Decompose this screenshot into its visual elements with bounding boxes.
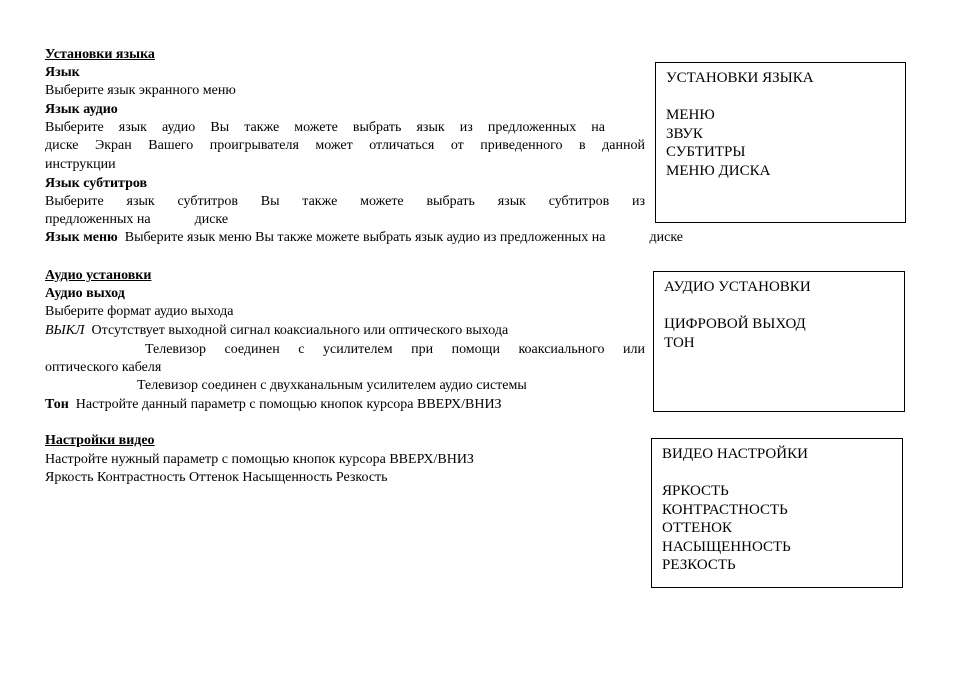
video-items: Яркость Контрастность Оттенок Насыщенность Резкость xyxy=(45,470,388,485)
menu-language-line xyxy=(45,229,683,247)
language-box-item-menu: МЕНЮ xyxy=(666,107,715,123)
video-box-item-brightness: ЯРКОСТЬ xyxy=(662,483,729,499)
language-box-item-disc-menu: МЕНЮ ДИСКА xyxy=(666,162,771,179)
audio-language-line-2: диске Экран Вашего проигрывателя может отличаться от приведенного в данной xyxy=(45,138,645,153)
language-box-item-subtitles: СУБТИТРЫ xyxy=(666,144,746,160)
audio-box-item-tone: ТОН xyxy=(664,334,695,351)
audio-amp-line-2: оптического кабеля xyxy=(45,360,162,375)
language-title: Язык xyxy=(45,65,80,80)
video-box-item-hue: ОТТЕНОК xyxy=(662,520,732,536)
tone-line xyxy=(45,396,502,414)
audio-output-title: Аудио выход xyxy=(45,286,125,301)
audio-language-line-3: инструкции xyxy=(45,157,116,172)
audio-off-desc: Отсутствует выходной сигнал коаксиального или оптического выхода xyxy=(91,323,509,338)
video-box-item-saturation: НАСЫЩЕННОСТЬ xyxy=(662,538,791,555)
audio-section-heading: Аудио установки xyxy=(45,268,152,283)
audio-stereo-desc: Телевизор соединен с двухканальным усилителем аудио системы xyxy=(137,378,527,393)
audio-box-title: АУДИО УСТАНОВКИ xyxy=(664,279,811,295)
tone-title: Тон xyxy=(45,397,69,412)
audio-language-line-1: Выберите язык аудио Вы также можете выбрать язык из предложенных на xyxy=(45,120,605,135)
language-box-title: УСТАНОВКИ ЯЗЫКА xyxy=(666,70,814,86)
language-box-item-sound: ЗВУК xyxy=(666,125,703,142)
video-desc: Настройте нужный параметр с помощью кнопок курсора ВВЕРХ/ВНИЗ xyxy=(45,452,474,467)
video-settings-menu-box xyxy=(651,438,903,588)
menu-language-desc-disc: диске xyxy=(649,230,683,245)
audio-settings-menu-box xyxy=(653,271,905,412)
audio-off-line xyxy=(45,322,508,340)
menu-language-title: Язык меню xyxy=(45,230,118,245)
video-box-item-sharpness: РЕЗКОСТЬ xyxy=(662,557,736,573)
subtitle-language-line-1: Выберите язык субтитров Вы также можете выбрать язык субтитров из xyxy=(45,194,645,209)
audio-output-desc: Выберите формат аудио выхода xyxy=(45,304,234,319)
audio-amp-line-1: Телевизор соединен с усилителем при помощи коаксиального или xyxy=(145,342,645,357)
subtitle-line-2-part-a: предложенных на xyxy=(45,212,151,227)
audio-language-title: Язык аудио xyxy=(45,102,118,117)
subtitle-language-line-2 xyxy=(45,211,228,229)
audio-off-label: ВЫКЛ xyxy=(45,323,85,338)
language-section-heading: Установки языка xyxy=(45,47,155,62)
language-desc: Выберите язык экранного меню xyxy=(45,83,236,98)
language-settings-menu-box xyxy=(655,62,906,223)
tone-desc: Настройте данный параметр с помощью кнопок курсора ВВЕРХ/ВНИЗ xyxy=(75,397,502,412)
video-box-title: ВИДЕО НАСТРОЙКИ xyxy=(662,446,808,462)
video-section-heading: Настройки видео xyxy=(45,433,155,448)
audio-box-item-digital-output: ЦИФРОВОЙ ВЫХОД xyxy=(664,316,806,332)
video-box-item-contrast: КОНТРАСТНОСТЬ xyxy=(662,501,788,518)
subtitle-language-title: Язык субтитров xyxy=(45,176,148,191)
subtitle-line-2-part-b: диске xyxy=(194,212,229,227)
menu-language-desc: Выберите язык меню Вы также можете выбрать язык аудио из предложенных на xyxy=(124,230,606,245)
